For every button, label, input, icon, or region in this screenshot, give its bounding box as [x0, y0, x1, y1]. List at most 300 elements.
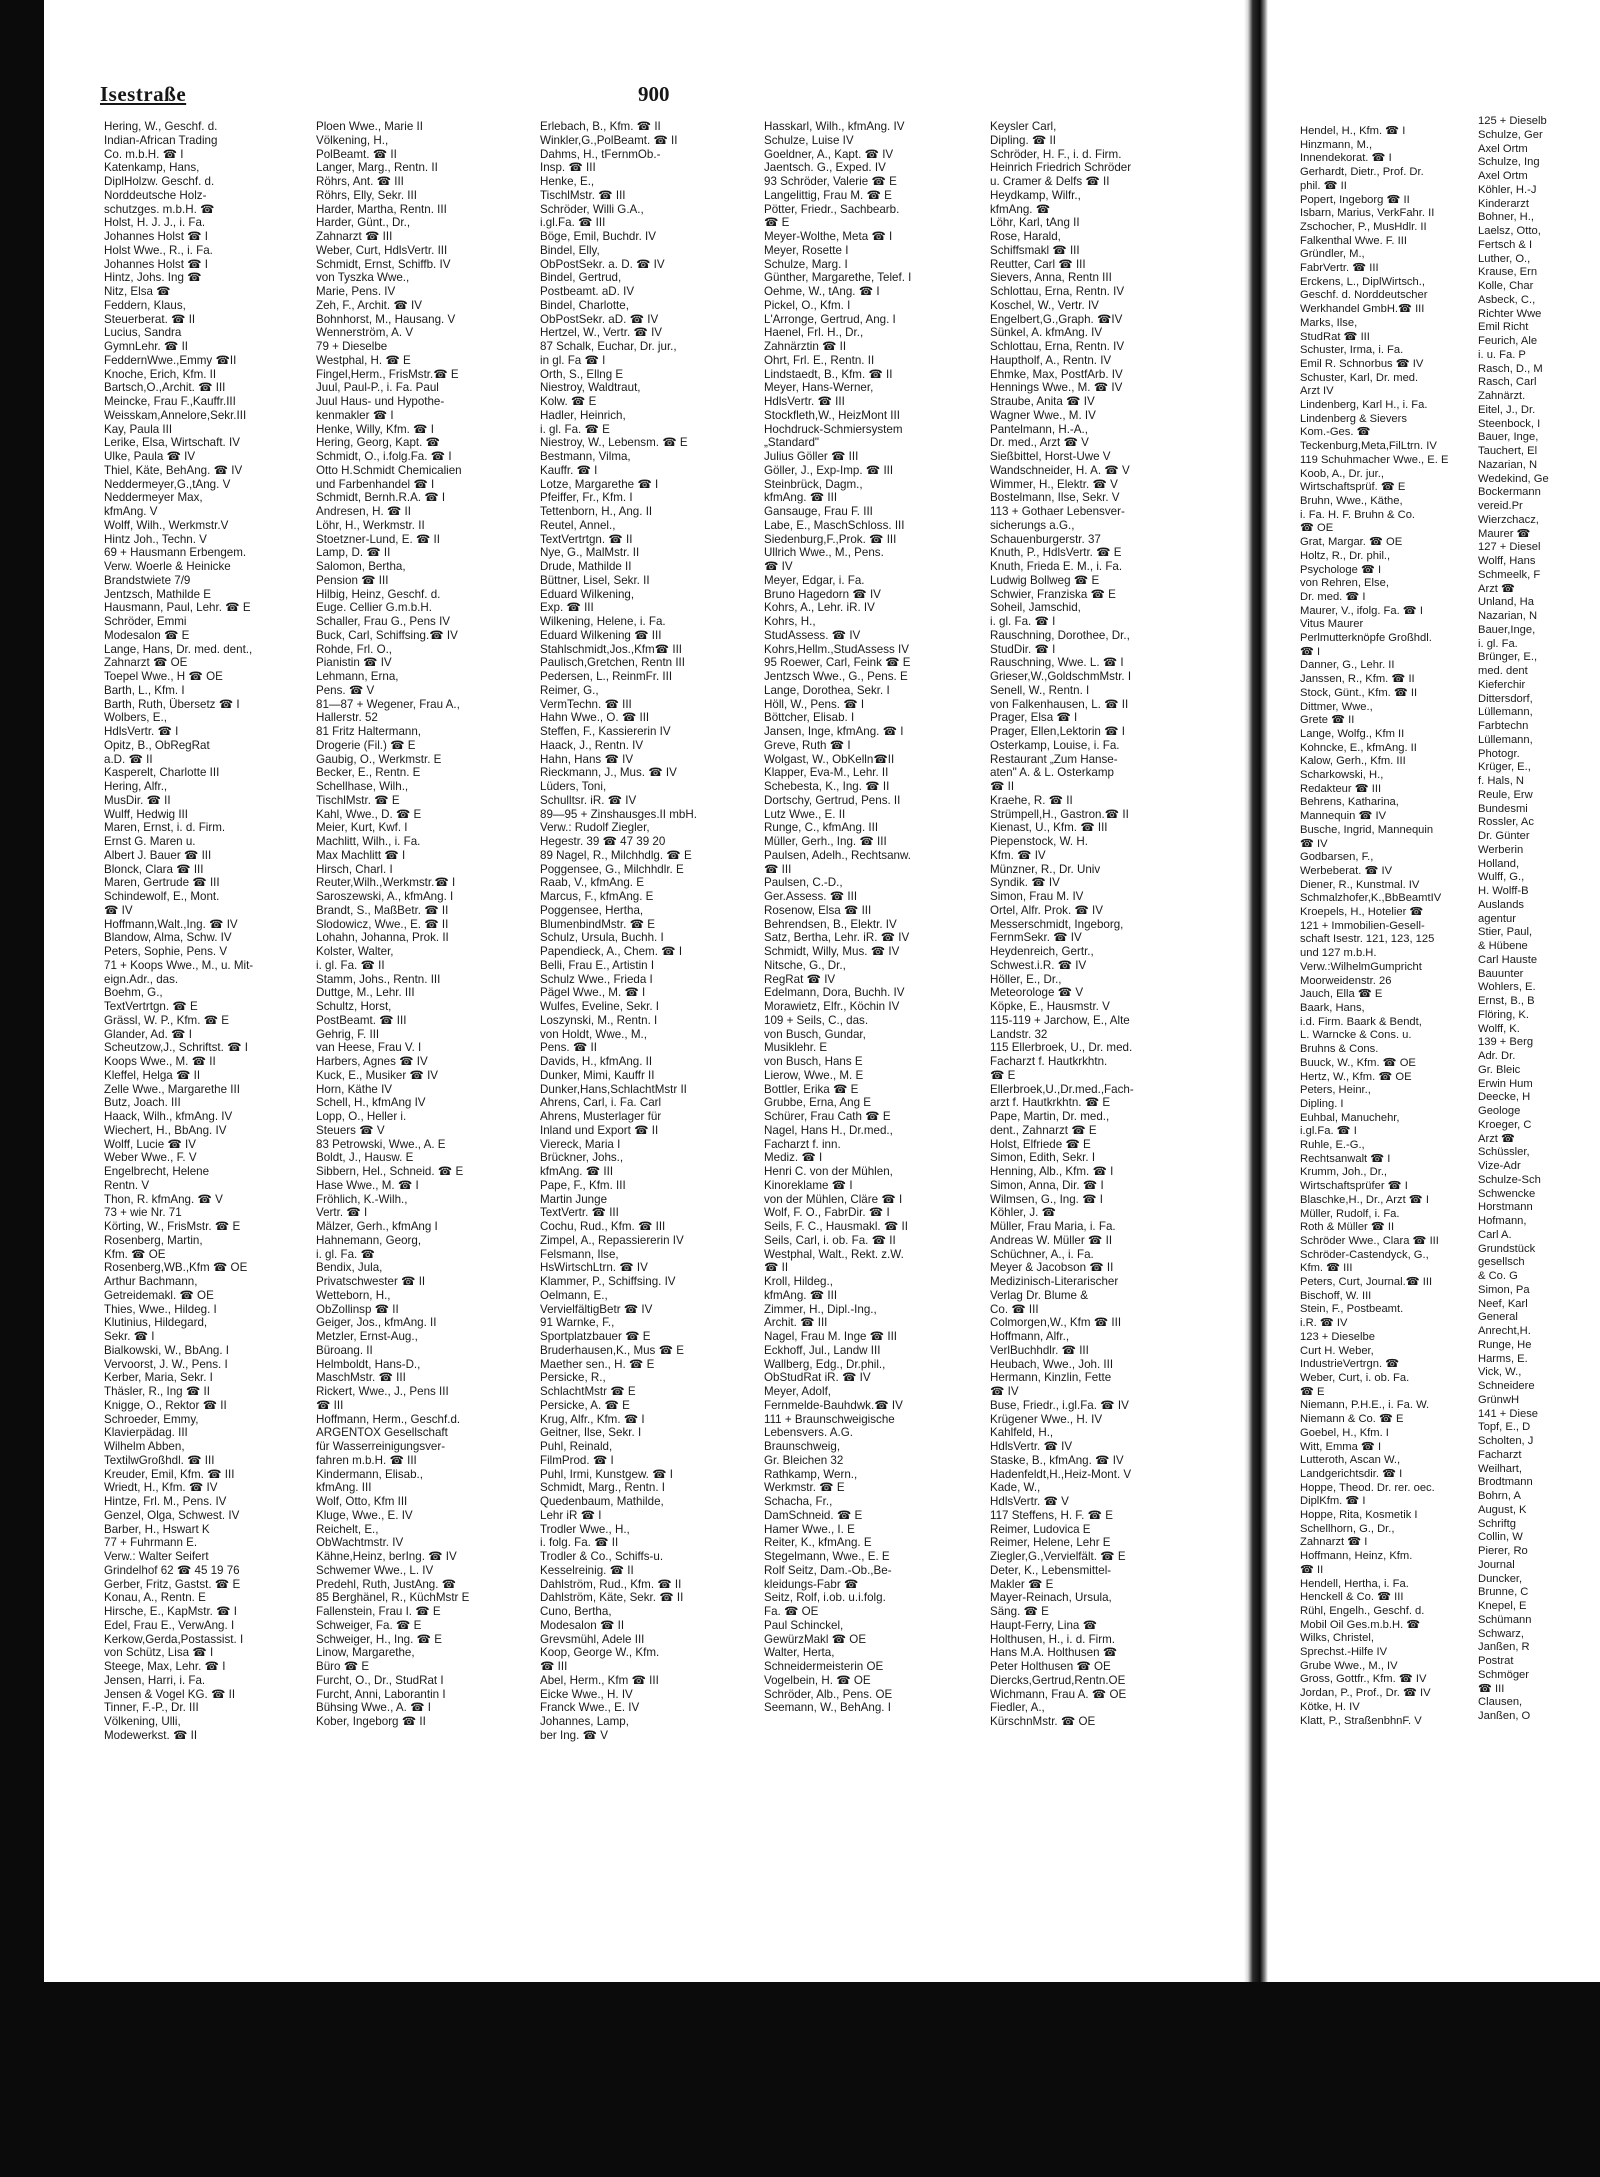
directory-entry-line: Furcht, O., Dr., StudRat I — [316, 1673, 444, 1687]
directory-entry-line: Löhr, H., Werkmstr. II — [316, 518, 425, 532]
directory-entry-line: ObWachtmstr. IV — [316, 1536, 404, 1550]
directory-entry-line: Kesselreinig. ☎ II — [540, 1563, 634, 1577]
directory-entry-line: Peters, Heinr., — [1300, 1084, 1371, 1097]
directory-entry-line: Ullrich Wwe., M., Pens. — [764, 546, 884, 560]
directory-entry-line: und Farbenhandel ☎ I — [316, 477, 435, 491]
directory-entry-line: 95 Roewer, Carl, Feink ☎ E — [764, 656, 911, 670]
directory-entry-line: Stock, Günt., Kfm. ☎ II — [1300, 686, 1418, 699]
directory-column-2 — [316, 120, 484, 1975]
directory-entry-line: Schweiger, H., Ing. ☎ E — [316, 1632, 442, 1646]
directory-entry-line: Kfm. ☎ OE — [104, 1247, 166, 1261]
directory-entry-line: Persicke, A. ☎ E — [540, 1398, 630, 1412]
directory-entry-line: Mayer-Reinach, Ursula, — [990, 1591, 1112, 1605]
directory-entry-line: Meyer, Edgar, i. Fa. — [764, 573, 865, 587]
directory-entry-line: Arzt ☎ — [1478, 1132, 1515, 1145]
directory-entry-line: Wolf, Otto, Kfm III — [316, 1495, 408, 1508]
directory-entry-line: Grieser,W.,GoldschmMstr. I — [990, 670, 1132, 683]
directory-entry-line: Trodler & Co., Schiffs-u. — [540, 1550, 664, 1563]
directory-entry-line: Lohahn, Johanna, Prok. II — [316, 931, 449, 945]
directory-entry-line: Wulfes, Eveline, Sekr. I — [540, 1000, 659, 1013]
directory-entry-line: 83 Petrowski, Wwe., A. E — [316, 1137, 446, 1151]
directory-entry-line: ☎ OE — [1300, 522, 1334, 535]
directory-entry-line: a.D. ☎ II — [104, 752, 153, 766]
directory-entry-line: Quedenbaum, Mathilde, — [540, 1495, 664, 1508]
directory-entry-line: Henning, Alb., Kfm. ☎ I — [990, 1165, 1114, 1178]
directory-entry-line: Bruhns & Cons. — [1300, 1043, 1379, 1056]
directory-entry-line: Modesalon ☎ E — [104, 628, 190, 642]
directory-entry-line: Hintze, Frl. M., Pens. IV — [104, 1495, 227, 1508]
directory-entry-line: FernmSekr. ☎ IV — [990, 931, 1082, 945]
directory-entry-line: Hering, Georg, Kapt. ☎ — [316, 436, 440, 450]
directory-entry-line: Weber Wwe., F. V — [104, 1151, 197, 1165]
directory-entry-line: 81 Fritz Haltermann, — [316, 725, 422, 738]
directory-entry-line: Roth & Müller ☎ II — [1300, 1221, 1395, 1234]
directory-entry-line: HdlsVertr. ☎ I — [104, 725, 179, 738]
directory-entry-line: Raab, V., kfmAng. E — [540, 876, 644, 890]
directory-entry-line: Schüchner, A., i. Fa. — [990, 1247, 1094, 1261]
directory-entry-line: Schröder, Emmi — [104, 615, 187, 628]
directory-entry-line: Verw.: Rudolf Ziegler, — [540, 821, 650, 835]
directory-entry-line: DiplHolzw. Geschf. d. — [104, 175, 215, 188]
directory-entry-line: Hirsch, Charl. I — [316, 862, 393, 876]
directory-entry-line: Landgerichtsdir. ☎ I — [1300, 1467, 1403, 1480]
directory-entry-line: HsWirtschLtrn. ☎ IV — [540, 1261, 648, 1275]
directory-entry-line: Steuers ☎ V — [316, 1123, 385, 1137]
directory-entry-line: 87 Schalk, Euchar, Dr. jur., — [540, 340, 677, 353]
directory-entry-line: Deecke, H — [1478, 1091, 1531, 1104]
directory-entry-line: ☎ E — [764, 216, 790, 230]
directory-entry-line: 119 Schuhmacher Wwe., E. E — [1300, 453, 1449, 466]
directory-entry-line: Exp. ☎ III — [540, 601, 594, 615]
directory-entry-line: Johannes, Lamp, — [540, 1715, 629, 1728]
directory-entry-line: Stegelmann, Wwe., E. E — [764, 1550, 890, 1563]
directory-entry-line: Brandt, S., MaßBetr. ☎ II — [316, 903, 449, 917]
directory-entry-line: Meyer, Hans-Werner, — [764, 381, 874, 395]
directory-entry-line: Puhl, Reinald, — [540, 1440, 613, 1453]
directory-entry-line: Salomon, Bertha, — [316, 560, 406, 573]
directory-entry-line: Hochdruck-Schmiersystem — [764, 422, 903, 436]
directory-entry-line: 89—95 + Zinshausges.II mbH. — [540, 807, 697, 821]
directory-entry-line: Hamer Wwe., I. E — [764, 1522, 855, 1536]
directory-entry-line: Lüllemann, — [1478, 733, 1533, 746]
directory-entry-line: Grundstück — [1478, 1242, 1536, 1255]
directory-entry-line: Laelsz, Otto, — [1478, 225, 1541, 237]
directory-entry-line: Scharkowski, H., — [1300, 769, 1384, 782]
directory-entry-line: Rathkamp, Wern., — [764, 1467, 858, 1481]
directory-entry-line: 93 Schröder, Valerie ☎ E — [764, 175, 897, 188]
directory-entry-line: Kolster, Walter, — [316, 945, 394, 958]
directory-entry-line: Helmboldt, Hans-D., — [316, 1357, 421, 1371]
directory-entry-line: Sünkel, A. kfmAng. IV — [990, 326, 1103, 340]
directory-entry-line: Maether sen., H. ☎ E — [540, 1357, 655, 1371]
directory-entry-line: Peters, Curt, Journal.☎ III — [1300, 1276, 1433, 1289]
directory-entry-line: Becker, E., Rentn. E — [316, 766, 421, 780]
directory-entry-line: 73 + wie Nr. 71 — [104, 1206, 182, 1220]
directory-column-1 — [104, 120, 269, 1975]
directory-entry-line: Insp. ☎ III — [540, 161, 596, 175]
directory-entry-line: Wolbers, E., — [104, 711, 167, 725]
directory-entry-line: Euhbal, Manuchehr, — [1300, 1111, 1400, 1124]
directory-entry-line: Baark, Hans, — [1300, 1002, 1365, 1014]
directory-entry-line: Konau, A., Rentn. E — [104, 1591, 206, 1605]
directory-entry-line: Holst, Elfriede ☎ E — [990, 1137, 1091, 1151]
directory-entry-line: Cuno, Bertha, — [540, 1605, 612, 1618]
directory-entry-line: Kerber, Maria, Sekr. I — [104, 1371, 213, 1385]
directory-entry-line: Neddermeyer Max, — [104, 491, 203, 505]
directory-entry-line: Heydenreich, Gertr., — [990, 945, 1094, 958]
directory-entry-line: von Busch, Gundar, — [764, 1027, 866, 1041]
directory-entry-line: Martin Junge — [540, 1192, 608, 1206]
directory-entry-line: i. gl. Fa. ☎ I — [990, 615, 1056, 628]
directory-entry-line: Brückner, Johs., — [540, 1151, 624, 1165]
directory-entry-line: Pape, F., Kfm. III — [540, 1178, 626, 1192]
directory-entry-line: Schwarz, — [1478, 1627, 1525, 1640]
directory-entry-line: i.R. ☎ IV — [1300, 1317, 1348, 1330]
directory-entry-line: Bindel, Charlotte, — [540, 298, 629, 312]
directory-entry-line: Klapper, Eva-M., Lehr. II — [764, 766, 889, 780]
directory-entry-line: Lutz Wwe., E. II — [764, 807, 846, 821]
directory-entry-line: Winkler,G.,PolBeamt. ☎ II — [540, 133, 678, 147]
directory-entry-line: Verw.:WilhelmGumpricht — [1300, 960, 1422, 973]
directory-entry-line: Schmeelk, F — [1478, 568, 1541, 581]
directory-entry-line: ☎ II — [1300, 1563, 1324, 1576]
directory-entry-line: Brandstwiete 7/9 — [104, 573, 191, 587]
directory-entry-line: Wolgast, W., ObKelln☎II — [764, 752, 895, 766]
directory-entry-line: Scheutzow,J., Schriftst. ☎ I — [104, 1041, 248, 1055]
directory-entry-line: gesellsch — [1478, 1256, 1525, 1269]
directory-entry-line: Reiter, K., kfmAng. E — [764, 1536, 872, 1550]
directory-entry-line: Schuster, Karl, Dr. med. — [1300, 371, 1419, 384]
directory-entry-line: Kade, W., — [990, 1481, 1041, 1495]
directory-entry-line: Belli, Frau E., Artistin I — [540, 958, 655, 972]
directory-entry-line: Axel Ortm — [1478, 142, 1528, 155]
directory-entry-line: Schulz Wwe., Frieda I — [540, 972, 653, 986]
directory-entry-line: Wirtschaftsprüf. ☎ E — [1300, 481, 1406, 494]
directory-entry-line: ber Ing. ☎ V — [540, 1728, 608, 1742]
directory-entry-line: Simon, Edith, Sekr. I — [990, 1151, 1096, 1165]
directory-entry-line: 115-119 + Jarchow, E., Alte — [990, 1013, 1130, 1027]
directory-entry-line: Hadler, Heinrich, — [540, 408, 626, 422]
directory-entry-line: Orth, S., Ellng E — [540, 367, 624, 381]
directory-entry-line: Vervoorst, J. W., Pens. I — [104, 1357, 228, 1371]
directory-entry-line: Kfm. ☎ IV — [990, 848, 1046, 862]
directory-entry-line: Zimpel, A., Repassiererin IV — [540, 1233, 684, 1247]
directory-entry-line: Senell, W., Rentn. I — [990, 683, 1090, 697]
directory-entry-line: Juul Haus- und Hypothe- — [316, 395, 445, 408]
directory-entry-line: HdlsVertr. ☎ V — [990, 1495, 1069, 1508]
directory-entry-line: Dahms, H., tFernmOb.- — [540, 147, 661, 161]
directory-entry-line: Büttner, Lisel, Sekr. II — [540, 573, 650, 587]
directory-entry-line: Sprechst.-Hilfe IV — [1300, 1646, 1388, 1659]
directory-entry-line: Schebesta, K., Ing. ☎ II — [764, 780, 890, 793]
directory-entry-line: Paulsen, Adelh., Rechtsanw. — [764, 848, 911, 862]
directory-entry-line: Schüssler, — [1478, 1146, 1530, 1159]
directory-entry-line: Arzt ☎ — [1478, 582, 1515, 595]
directory-entry-line: Poggensee, G., Milchhdlr. E — [540, 862, 684, 876]
directory-entry-line: Hahn Wwe., O. ☎ III — [540, 711, 650, 725]
directory-entry-line: i. Fa. H. F. Bruhn & Co. — [1300, 508, 1416, 521]
directory-entry-line: TextilwGroßhdl. ☎ III — [104, 1453, 215, 1467]
directory-entry-line: Barth, Ruth, Übersetz ☎ I — [104, 697, 240, 711]
directory-entry-line: Schmidt, Marg., Rentn. I — [540, 1481, 666, 1495]
directory-entry-line: Gr. Bleichen 32 — [764, 1453, 844, 1467]
directory-entry-line: Makler ☎ E — [990, 1577, 1054, 1591]
directory-entry-line: Rolf Seitz, Dam.-Ob.,Be- — [764, 1563, 892, 1577]
directory-entry-line: Klavierpädag. III — [104, 1426, 188, 1440]
directory-entry-line: Bohrn, A — [1478, 1490, 1521, 1502]
directory-entry-line: Wedekind, Ge — [1478, 472, 1549, 485]
directory-entry-line: Goeldner, A., Kapt. ☎ IV — [764, 147, 894, 161]
directory-entry-line: Gaubig, O., Werkmstr. E — [316, 752, 442, 766]
directory-entry-line: Wilmsen, G., Ing. ☎ I — [990, 1192, 1104, 1206]
directory-entry-line: Buck, Carl, Schiffsing.☎ IV — [316, 628, 458, 642]
directory-entry-line: Maurer, V., ifolg. Fa. ☎ I — [1300, 604, 1423, 617]
directory-entry-line: Steenbock, I — [1478, 417, 1541, 430]
directory-entry-line: Lutteroth, Ascan W., — [1300, 1454, 1401, 1467]
directory-entry-line: Dittmer, Wwe., — [1300, 700, 1373, 713]
directory-entry-line: Wulff, Hedwig III — [104, 807, 188, 821]
directory-entry-line: Boldt, J., Hausw. E — [316, 1151, 414, 1165]
directory-entry-line: Bockermann — [1478, 486, 1541, 499]
directory-entry-line: Co. ☎ III — [990, 1302, 1039, 1316]
directory-entry-line: Geschf. d. Norddeutscher — [1300, 289, 1428, 302]
directory-entry-line: Schürer, Frau Cath ☎ E — [764, 1110, 891, 1123]
directory-entry-line: Sekr. ☎ I — [104, 1330, 155, 1343]
directory-entry-line: Runge, C., kfmAng. III — [764, 821, 879, 835]
directory-entry-line: Engelbert,G.,Graph. ☎IV — [990, 312, 1123, 326]
directory-entry-line: Hallerstr. 52 — [316, 711, 378, 725]
directory-entry-line: Facharzt f. inn. — [764, 1137, 841, 1151]
directory-entry-line: Maurer ☎ — [1478, 527, 1531, 540]
directory-entry-line: Hausmann, Paul, Lehr. ☎ E — [104, 601, 251, 615]
directory-entry-line: Lehr iR ☎ I — [540, 1508, 602, 1522]
directory-entry-line: Ernst, B., B — [1478, 995, 1535, 1007]
directory-entry-line: Rickert, Wwe., J., Pens III — [316, 1385, 449, 1398]
directory-entry-line: Strümpell,H., Gastron.☎ II — [990, 807, 1129, 821]
directory-entry-line: BlumenbindMstr. ☎ E — [540, 917, 655, 931]
directory-entry-line: Rauschning, Dorothee, Dr., — [990, 628, 1130, 642]
directory-entry-line: Janßen, R — [1478, 1641, 1530, 1654]
directory-entry-line: Schulze, Marg. I — [764, 257, 848, 271]
directory-entry-line: von Busch, Hans E — [764, 1055, 863, 1068]
directory-entry-line: Busche, Ingrid, Mannequin — [1300, 823, 1434, 836]
directory-entry-line: Schulltsr. iR. ☎ IV — [540, 793, 637, 807]
directory-entry-line: Fröhlich, K.-Wilh., — [316, 1192, 408, 1206]
directory-entry-line: Henke, E., — [540, 175, 595, 188]
directory-entry-line: aten" A. & L. Osterkamp — [990, 766, 1114, 780]
directory-entry-line: Wagner Wwe., M. IV — [990, 408, 1096, 422]
directory-entry-line: von Falkenhausen, L. ☎ II — [990, 697, 1129, 711]
directory-entry-line: von der Mühlen, Cläre ☎ I — [764, 1192, 903, 1206]
directory-entry-line: Pens. ☎ II — [540, 1041, 597, 1055]
directory-entry-line: Tettenborn, H., Ang. II — [540, 505, 653, 518]
directory-entry-line: Hoppe, Theod. Dr. rer. oec. — [1300, 1481, 1435, 1494]
directory-entry-line: Bindel, Elly, — [540, 243, 600, 257]
directory-entry-line: Ohrt, Frl. E., Rentn. II — [764, 353, 875, 367]
directory-entry-line: VerlBuchhdlr. ☎ III — [990, 1343, 1089, 1357]
directory-entry-line: Schauenburgerstr. 37 — [990, 532, 1101, 546]
directory-entry-line: Rühl, Engelh., Geschf. d. — [1300, 1604, 1425, 1617]
directory-entry-line: Steffen, F., Kassiererin IV — [540, 725, 671, 738]
directory-entry-line: Sießbittel, Horst-Uwe V — [990, 450, 1111, 463]
directory-entry-line: Postbeamt. aD. IV — [540, 285, 635, 298]
directory-entry-line: Feurich, Ale — [1478, 335, 1538, 347]
directory-entry-line: Lebensvers. A.G. — [764, 1426, 853, 1440]
directory-entry-line: Davids, H., kfmAng. II — [540, 1055, 653, 1068]
directory-entry-line: und 127 m.b.H. — [1300, 947, 1377, 960]
directory-entry-line: 115 Ellerbroek, U., Dr. med. — [990, 1041, 1133, 1055]
directory-entry-line: Slodowicz, Wwe., E. ☎ II — [316, 917, 449, 931]
book-gutter — [1244, 0, 1260, 1982]
directory-entry-line: Rieckmann, J., Mus. ☎ IV — [540, 766, 677, 780]
directory-entry-line: 111 + Braunschweigische — [764, 1412, 895, 1426]
directory-entry-line: Inland und Export ☎ II — [540, 1123, 659, 1137]
directory-entry-line: ARGENTOX Gesellschaft — [316, 1426, 448, 1440]
directory-entry-line: Wolff, K. — [1478, 1022, 1520, 1035]
directory-entry-line: Fa. ☎ OE — [764, 1605, 819, 1618]
directory-entry-line: Pantelmann, H.-A., — [990, 422, 1088, 436]
scan-border-left — [0, 0, 44, 2177]
directory-entry-line: Musiklehr. E — [764, 1041, 828, 1055]
directory-entry-line: Krause, Ern — [1478, 266, 1538, 279]
directory-entry-line: Dittersdorf, — [1478, 692, 1533, 705]
directory-entry-line: Bartsch,O.,Archit. ☎ III — [104, 381, 226, 395]
directory-entry-line: Böge, Emil, Buchdr. IV — [540, 230, 656, 243]
directory-entry-line: Röhrs, Ant. ☎ III — [316, 175, 404, 188]
directory-entry-line: Zimmer, H., Dipl.-Ing., — [764, 1302, 877, 1316]
directory-entry-line: Lindenberg & Sievers — [1300, 412, 1407, 425]
directory-entry-line: Archit. ☎ III — [764, 1316, 828, 1330]
directory-entry-line: Kuck, E., Musiker ☎ IV — [316, 1068, 439, 1082]
directory-entry-line: Fingel,Herm., FrisMstr.☎ E — [316, 367, 459, 381]
directory-entry-line: Kraehe, R. ☎ II — [990, 793, 1073, 807]
directory-entry-line: dent., Zahnarzt ☎ E — [990, 1123, 1097, 1137]
directory-entry-line: TextVertrtgn. ☎ II — [540, 532, 633, 546]
directory-entry-line: Photogr. — [1478, 747, 1520, 760]
directory-entry-line: Bestmann, Vilma, — [540, 450, 631, 463]
directory-entry-line: Pension ☎ III — [316, 573, 389, 587]
directory-entry-line: Holland, — [1478, 857, 1520, 870]
directory-entry-line: Koop, George W., Kfm. — [540, 1646, 660, 1660]
directory-entry-line: Meyer, Rosette I — [764, 243, 849, 257]
directory-entry-line: Jauch, Ella ☎ E — [1300, 988, 1383, 1001]
directory-entry-line: Dunker,Hans,SchlachtMstr II — [540, 1082, 687, 1096]
directory-entry-line: Furcht, Anni, Laborantin I — [316, 1687, 446, 1701]
directory-entry-line: Niemann & Co. ☎ E — [1300, 1413, 1404, 1426]
directory-entry-line: Dunker, Mimi, Kauffr II — [540, 1068, 655, 1082]
directory-entry-line: Harder, Martha, Rentn. III — [316, 202, 447, 216]
directory-entry-line: Weber, Curt, HdlsVertr. III — [316, 243, 448, 257]
directory-entry-line: Hans M.A. Holthusen ☎ — [990, 1646, 1118, 1660]
directory-entry-line: Haupt-Ferry, Lina ☎ — [990, 1618, 1098, 1632]
directory-entry-line: Nagel, Hans H., Dr.med., — [764, 1123, 893, 1137]
directory-entry-line: Wimmer, H., Elektr. ☎ V — [990, 477, 1118, 491]
directory-entry-line: Abel, Herm., Kfm ☎ III — [540, 1673, 659, 1687]
directory-entry-line: Rohde, Frl. O., — [316, 642, 393, 656]
directory-entry-line: Perlmutterknöpfe Großhdl. — [1300, 632, 1432, 645]
directory-entry-line: Dahlström, Käte, Sekr. ☎ II — [540, 1591, 684, 1605]
directory-entry-line: Wilhelm Abben, — [104, 1440, 185, 1453]
directory-entry-line: Kieferchir — [1478, 678, 1526, 691]
directory-entry-line: Drogerie (Fil.) ☎ E — [316, 738, 416, 752]
directory-entry-line: Erwin Hum — [1478, 1077, 1533, 1090]
directory-entry-line: ☎ III — [764, 862, 792, 876]
directory-entry-line: Krug, Alfr., Kfm. ☎ I — [540, 1412, 645, 1426]
directory-entry-line: Syndik. ☎ IV — [990, 876, 1060, 890]
directory-entry-line: Krumm, Joh., Dr., — [1300, 1166, 1388, 1179]
directory-entry-line: Modesalon ☎ II — [540, 1618, 625, 1632]
directory-entry-line: Colmorgen,W., Kfm ☎ III — [990, 1316, 1122, 1330]
directory-entry-line: Hoffmann,Walt.,Ing. ☎ IV — [104, 917, 238, 931]
directory-entry-line: Schaller, Frau G., Pens IV — [316, 615, 451, 628]
directory-entry-line: Lerike, Elsa, Wirtschaft. IV — [104, 436, 240, 450]
directory-entry-line: Thies, Wwe., Hildeg. I — [104, 1302, 217, 1316]
directory-entry-line: Höller, E., Dr., — [990, 972, 1062, 986]
directory-entry-line: Schlottau, Erna, Rentn. IV — [990, 340, 1125, 353]
directory-entry-line: 127 + Diesel — [1478, 541, 1541, 554]
directory-entry-line: Dr. med., Arzt ☎ V — [990, 436, 1089, 450]
directory-entry-line: Rosenberg, Martin, — [104, 1233, 203, 1247]
directory-entry-line: Zahnärztin ☎ II — [764, 340, 847, 353]
directory-entry-line: Bendix, Jula, — [316, 1261, 383, 1275]
directory-entry-line: Müller, Rudolf, i. Fa. — [1300, 1207, 1400, 1220]
directory-entry-line: Klammer, P., Schiffsing. IV — [540, 1275, 676, 1288]
directory-entry-line: Journal — [1478, 1558, 1515, 1571]
directory-entry-line: Fallenstein, Frau I. ☎ E — [316, 1605, 441, 1618]
directory-entry-line: Westphal, H. ☎ E — [316, 353, 411, 367]
directory-entry-line: Knepel, E — [1478, 1600, 1527, 1612]
directory-entry-line: Büro ☎ E — [316, 1660, 370, 1673]
directory-entry-line: Kasperelt, Charlotte III — [104, 766, 220, 780]
directory-entry-line: Edelmann, Dora, Buchh. IV — [764, 986, 905, 1000]
directory-entry-line: Schlottau, Erna, Rentn. IV — [990, 285, 1125, 298]
directory-entry-line: Nitz, Elsa ☎ — [104, 285, 171, 298]
directory-entry-line: Carl Hauste — [1478, 953, 1538, 966]
directory-entry-line: Albert J. Bauer ☎ III — [104, 848, 212, 862]
directory-entry-line: Werberin — [1478, 843, 1524, 856]
directory-entry-line: Eitel, J., Dr. — [1478, 403, 1536, 416]
directory-entry-line: 81—87 + Wegener, Frau A., — [316, 697, 460, 711]
directory-entry-line: ☎ III — [316, 1398, 344, 1412]
directory-entry-line: StudAssess. ☎ IV — [764, 628, 861, 642]
directory-entry-line: Hinzmann, M., — [1300, 138, 1373, 151]
directory-entry-line: KürschnMstr. ☎ OE — [990, 1715, 1096, 1728]
directory-entry-line: phil. ☎ II — [1300, 179, 1347, 192]
directory-entry-line: Reimer, G., — [540, 683, 599, 697]
directory-entry-line: Morawietz, Elfr., Köchin IV — [764, 1000, 900, 1013]
directory-entry-line: Schulze, Luise IV — [764, 133, 854, 147]
directory-entry-line: Dipling. I — [1300, 1097, 1344, 1110]
directory-entry-line: Toepel Wwe., H ☎ OE — [104, 670, 223, 683]
directory-entry-line: Mediz. ☎ I — [764, 1151, 823, 1165]
directory-entry-line: Geitner, Ilse, Sekr. I — [540, 1426, 642, 1440]
street-name: Isestraße — [100, 82, 187, 106]
directory-entry-line: Schneidermeisterin OE — [764, 1660, 884, 1673]
directory-entry-line: Edel, Frau E., VerwAng. I — [104, 1618, 235, 1632]
directory-entry-line: Farbtechn — [1478, 720, 1529, 732]
directory-entry-line: Clausen, — [1478, 1696, 1523, 1709]
directory-entry-line: Heinrich Friedrich Schröder — [990, 161, 1132, 175]
directory-entry-line: ObPostSekr. aD. ☎ IV — [540, 312, 659, 326]
directory-entry-line: Schiffsmakl ☎ III — [990, 243, 1080, 257]
directory-entry-line: Haack, J., Rentn. IV — [540, 738, 644, 752]
directory-entry-line: Messerschmidt, Ingeborg, — [990, 917, 1124, 931]
directory-entry-line: Verw. Woerle & Heinicke — [104, 560, 231, 573]
directory-entry-line: schutzges. m.b.H. ☎ — [104, 202, 215, 216]
directory-entry-line: Andresen, H. ☎ II — [316, 505, 411, 518]
directory-entry-line: Rosenow, Elsa ☎ III — [764, 903, 872, 917]
directory-entry-line: Hermann, Kinzlin, Fette — [990, 1371, 1112, 1385]
